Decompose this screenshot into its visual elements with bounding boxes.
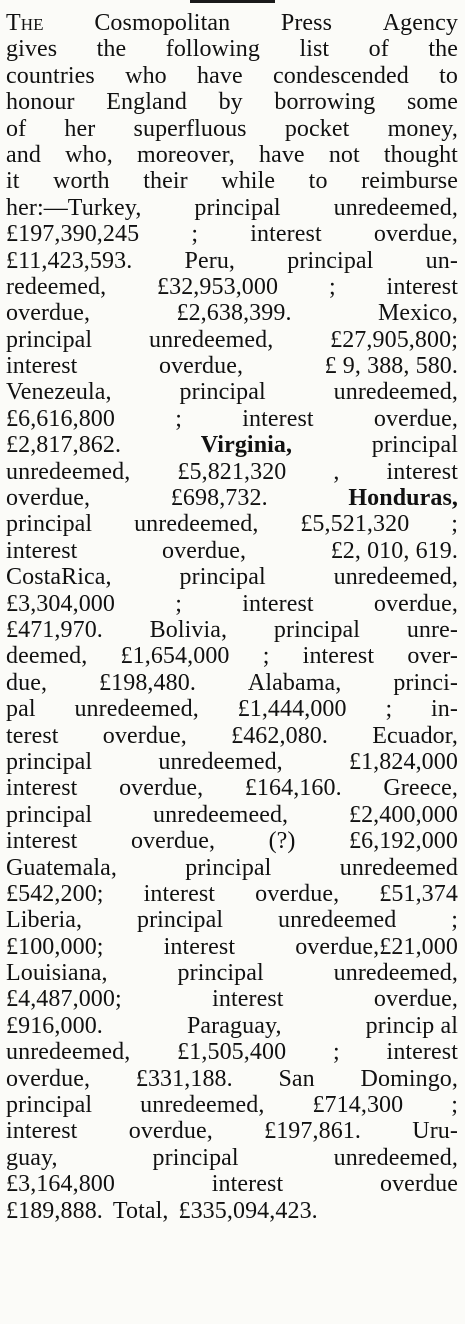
word: principal [194,194,281,221]
text-line [6,89,458,115]
word: principal [185,854,272,881]
word: £1,824,000 [348,748,458,775]
word: interest [386,1039,458,1066]
word: her [64,115,96,142]
word: Peru, [184,247,236,274]
word: their [143,168,188,195]
word: Cosmopolitan [94,10,231,36]
word: £1,444,000 [237,696,347,723]
text-line [6,881,458,907]
text-line [6,986,458,1012]
word: by [218,89,243,116]
word: unredeemed, [134,511,259,538]
word: overdue, [373,590,458,617]
word: £27,905,800; [330,326,458,353]
word: pocket [284,115,350,142]
word: terest [6,722,59,749]
word: £462,080. [231,722,328,749]
text-line [6,1145,458,1171]
text-line [6,934,458,960]
word: unredeemed, [6,458,131,485]
word: overdue, [102,722,187,749]
word: have [258,141,305,168]
word: due, [6,669,48,696]
word: over- [407,643,458,670]
text-line [6,142,458,168]
text-line [6,432,458,458]
word: interest [242,405,314,432]
word: condescended [273,62,409,89]
text-line [6,802,458,828]
word: interest [212,986,284,1013]
word: principal [136,907,224,934]
word: interest [386,273,458,300]
word: interest [250,221,322,248]
text-line [6,248,458,274]
word: £1,654,000 [120,643,230,670]
word: , [333,458,340,485]
word: principal [152,1144,239,1171]
word: £471,970. [6,616,103,643]
word: £542,200; [6,880,104,907]
word: guay, [6,1144,58,1171]
word: Honduras, [348,485,458,512]
word: £6,616,800 [6,405,115,432]
word: the [96,36,127,63]
word: £2, 010, 619. [330,537,458,564]
word: overdue, [373,221,458,248]
top-rule [190,0,275,3]
word: Bolivia, [149,616,228,643]
word: £335,094,423. [178,1197,318,1224]
word: overdue, [119,775,204,802]
word: unredeemed, [333,194,458,221]
word: unredeemeed, [153,801,289,828]
text-line [6,1092,458,1118]
word: overdue, [255,880,340,907]
word: following [165,36,260,63]
word: (?) [268,828,296,855]
word: borrowing [274,89,376,116]
word: her:—Turkey, [6,194,142,221]
word: £32,953,000 [157,273,279,300]
word: interest [386,458,458,485]
word: unredeemed, [140,1092,265,1119]
word: ; [262,643,270,670]
word: unredeemed, [158,748,283,775]
word: honour [6,89,75,116]
word: and [6,141,41,168]
word: Press [280,10,333,36]
word: overdue, [128,1118,213,1145]
word: £100,000; [6,933,104,960]
text-line [6,459,458,485]
word: principal [6,511,93,538]
word: Paraguay, [186,1012,282,1039]
word: deemed, [6,643,88,670]
word: principal [6,748,93,775]
word: of [368,36,389,63]
word: ; [451,511,458,538]
word: ; [385,696,393,723]
word: £5,821,320 [177,458,287,485]
text-line [6,36,458,62]
text-line [6,643,458,669]
word: Uru- [412,1118,458,1145]
word: principal [6,801,93,828]
word: unredeemed, [6,1039,131,1066]
text-line [6,406,458,432]
word: ; [451,907,458,934]
text-line [6,10,458,36]
word: unre- [406,616,458,643]
word: principal [177,960,264,987]
word: pal [6,696,36,723]
word: unredeemed, [333,564,458,591]
word: thought [383,141,458,168]
word: £2,400,000 [348,801,458,828]
word: princip al [365,1012,458,1039]
word: ; [328,273,336,300]
word: £189,888. [6,1197,103,1224]
word: of [6,115,27,142]
word: interest [6,537,78,564]
word: overdue, [158,353,244,380]
word: unredeemed [278,907,397,934]
text-line [6,670,458,696]
text-line [6,1118,458,1144]
word: CostaRica, [6,564,112,591]
word: ; [191,221,199,248]
text-line [6,1198,458,1224]
word: Liberia, [6,907,83,934]
word: £51,374 [379,880,458,907]
word: interest [302,643,375,670]
word: principal [287,247,374,274]
text-line [6,538,458,564]
word: £4,487,000; [6,986,122,1013]
text-line [6,221,458,247]
word: principal [6,1092,93,1119]
text-line [6,353,458,379]
word: unredeemed [339,854,458,881]
word: overdue, [130,828,216,855]
text-line [6,116,458,142]
text-line [6,696,458,722]
text-line [6,511,458,537]
word: principal [179,564,266,591]
text-line [6,195,458,221]
word: overdue,£21,000 [295,933,458,960]
word: Virginia, [200,432,293,459]
text-line [6,907,458,933]
text-line [6,274,458,300]
word: £ 9, 388, 580. [324,353,458,380]
word: some [406,89,458,116]
word: £6,192,000 [349,828,458,855]
word: Guatemala, [6,854,117,881]
word: list [299,36,330,63]
word: £197,861. [264,1118,361,1145]
word: interest [143,880,216,907]
word: moreover, [136,141,235,168]
word: £164,160. [244,775,342,802]
word: ; [175,405,182,432]
text-line [6,723,458,749]
word: Venezeula, [6,379,112,406]
word: redeemed, [6,273,107,300]
word: principal [371,432,458,459]
word: principal [6,326,93,353]
text-line [6,379,458,405]
word: unredeemed, [333,379,458,406]
word: £2,638,399. [176,300,292,327]
word: Agency [382,10,458,36]
word: interest [6,828,78,855]
word: countries [6,62,95,89]
word: unredeemed, [74,696,199,723]
word: £714,300 [312,1092,404,1119]
word: unredeemed, [333,960,458,987]
word: Ecuador, [372,722,458,749]
word: princi- [393,669,458,696]
word: £916,000. [6,1012,103,1039]
word: Total, [112,1197,169,1224]
word: interest [242,590,314,617]
text-line [6,1066,458,1092]
word: overdue, [373,405,458,432]
word: The [6,10,44,36]
text-line [6,327,458,353]
word: who, [65,141,113,168]
word: £197,390,245 [6,221,140,248]
word: unredeemed, [333,1144,458,1171]
word: while [221,168,276,195]
word: ; [175,590,182,617]
text-line [6,1013,458,1039]
text-line [6,564,458,590]
text-line [6,1039,458,1065]
word: money, [387,115,458,142]
word: overdue, [373,986,458,1013]
word: overdue, [6,300,91,327]
word: to [308,168,328,195]
word: £11,423,593. [6,247,133,274]
word: in- [431,696,458,723]
word: England [106,89,187,116]
word: gives [6,36,58,63]
word: £1,505,400 [177,1039,287,1066]
word: have [197,62,243,89]
word: interest [211,1171,284,1198]
word: not [328,141,360,168]
text-line [6,63,458,89]
word: it [6,168,20,195]
word: ; [332,1039,340,1066]
word: interest [6,775,78,802]
word: £3,304,000 [6,590,115,617]
word: Louisiana, [6,960,108,987]
word: unredeemed, [148,326,274,353]
word: Alabama, [247,669,342,696]
word: overdue, [162,537,247,564]
word: principal [273,616,361,643]
word: to [439,62,458,89]
text-line [6,485,458,511]
text-line [6,828,458,854]
word: £331,188. [135,1065,233,1092]
word: interest [6,353,78,380]
word: £5,521,320 [300,511,410,538]
word: interest [163,933,236,960]
text-line [6,168,458,194]
word: Greece, [383,775,458,802]
text-line [6,960,458,986]
word: worth [53,168,110,195]
text-line [6,591,458,617]
text-line [6,300,458,326]
word: overdue [379,1171,458,1198]
word: Mexico, [377,300,458,327]
word: £698,732. [170,485,268,512]
text-line [6,749,458,775]
word: un- [425,247,458,274]
word: reimburse [361,168,458,195]
word: superfluous [133,115,247,142]
word: £2,817,862. [6,432,122,459]
text-line [6,775,458,801]
word: £198,480. [99,669,196,696]
word: interest [6,1118,78,1145]
word: San [278,1065,315,1092]
word: principal [179,379,266,406]
text-line [6,855,458,881]
word: overdue, [6,485,91,512]
word: who [125,62,167,89]
word: the [428,36,458,63]
text-line [6,617,458,643]
word: Domingo, [360,1065,458,1092]
word: £3,164,800 [6,1171,115,1198]
article-text [6,10,458,1224]
text-line [6,1171,458,1197]
word: ; [451,1092,458,1119]
word: overdue, [6,1065,91,1092]
